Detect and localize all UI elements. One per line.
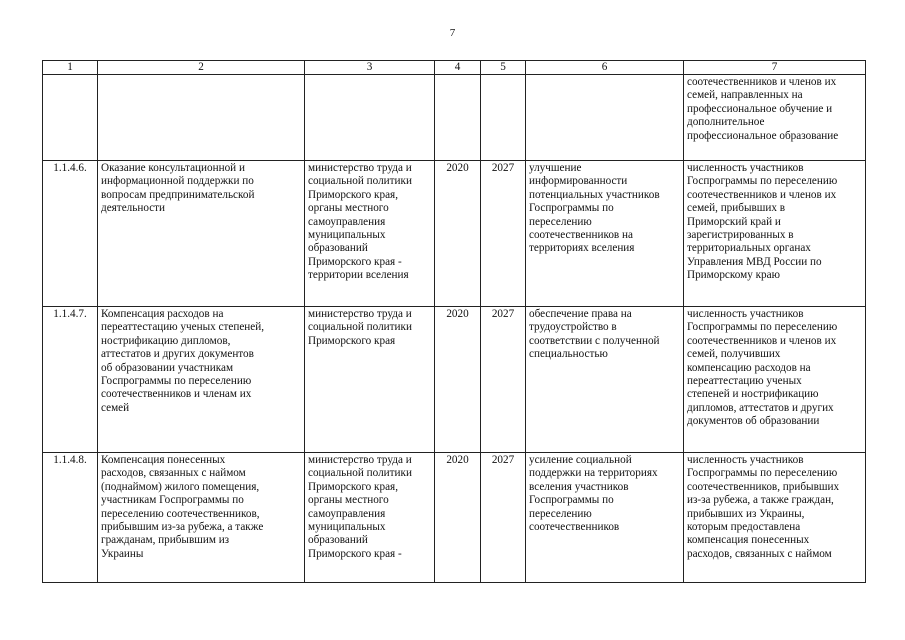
- end-year-cell: [481, 75, 526, 161]
- executor-cell: министерство труда и социальной политики Приморского края, органы местного самоуправления муниципальных образований Приморского края - территории вселения: [305, 161, 435, 307]
- column-number-row: [43, 61, 866, 75]
- executor-cell: министерство труда и социальной политики Приморского края, органы местного самоуправления муниципальных образований Приморского края -: [305, 453, 435, 583]
- item-number-cell: 1.1.4.8.: [43, 453, 98, 583]
- executor-cell: [305, 75, 435, 161]
- column-header: 7: [684, 61, 866, 75]
- item-number-cell: 1.1.4.7.: [43, 307, 98, 453]
- column-header: 2: [98, 61, 305, 75]
- indicator-cell: численность участников Госпрограммы по переселению соотечественников, прибывших из-за рубежа, а также граждан, прибывших из Украины, которым предоставлена компенсация понесенных расходов, связанных с наймом: [684, 453, 866, 583]
- table-row: [43, 161, 866, 307]
- program-activities-table: [42, 60, 866, 583]
- activity-cell: Компенсация понесенных расходов, связанных с наймом (поднаймом) жилого помещения, участникам Госпрограммы по переселению соотечественников, прибывшим из-за рубежа, а также гражданам, прибывшим из Украины: [98, 453, 305, 583]
- column-header: 6: [526, 61, 684, 75]
- indicator-cell: соотечественников и членов их семей, направленных на профессиональное обучение и дополнительное профессиональное образование: [684, 75, 866, 161]
- column-header: 4: [435, 61, 481, 75]
- end-year-cell: 2027: [481, 453, 526, 583]
- table-row: [43, 75, 866, 161]
- expected-result-cell: обеспечение права на трудоустройство в соответствии с полученной специальностью: [526, 307, 684, 453]
- indicator-cell: численность участников Госпрограммы по переселению соотечественников и членов их семей, получивших компенсацию расходов на переаттестацию ученых степеней и нострификацию дипломов, аттестатов и других документов об образовании: [684, 307, 866, 453]
- column-header: 1: [43, 61, 98, 75]
- column-header: 3: [305, 61, 435, 75]
- activity-cell: Оказание консультационной и информационной поддержки по вопросам предпринимательской деятельности: [98, 161, 305, 307]
- expected-result-cell: улучшение информированности потенциальных участников Госпрограммы по переселению соотечественников на территориях вселения: [526, 161, 684, 307]
- start-year-cell: [435, 75, 481, 161]
- expected-result-cell: [526, 75, 684, 161]
- table-row: [43, 307, 866, 453]
- item-number-cell: [43, 75, 98, 161]
- start-year-cell: 2020: [435, 161, 481, 307]
- start-year-cell: 2020: [435, 307, 481, 453]
- activity-cell: [98, 75, 305, 161]
- item-number-cell: 1.1.4.6.: [43, 161, 98, 307]
- indicator-cell: численность участников Госпрограммы по переселению соотечественников и членов их семей, прибывших в Приморский край и зарегистрированных в территориальных органах Управления МВД России по Приморскому краю: [684, 161, 866, 307]
- end-year-cell: 2027: [481, 307, 526, 453]
- expected-result-cell: усиление социальной поддержки на территориях вселения участников Госпрограммы по переселению соотечественников: [526, 453, 684, 583]
- page-number: 7: [449, 27, 456, 39]
- executor-cell: министерство труда и социальной политики Приморского края: [305, 307, 435, 453]
- activity-cell: Компенсация расходов на переаттестацию ученых степеней, нострификацию дипломов, аттестатов и других документов об образовании участникам Госпрограммы по переселению соотечественников и членам их семей: [98, 307, 305, 453]
- table-row: [43, 453, 866, 583]
- start-year-cell: 2020: [435, 453, 481, 583]
- column-header: 5: [481, 61, 526, 75]
- end-year-cell: 2027: [481, 161, 526, 307]
